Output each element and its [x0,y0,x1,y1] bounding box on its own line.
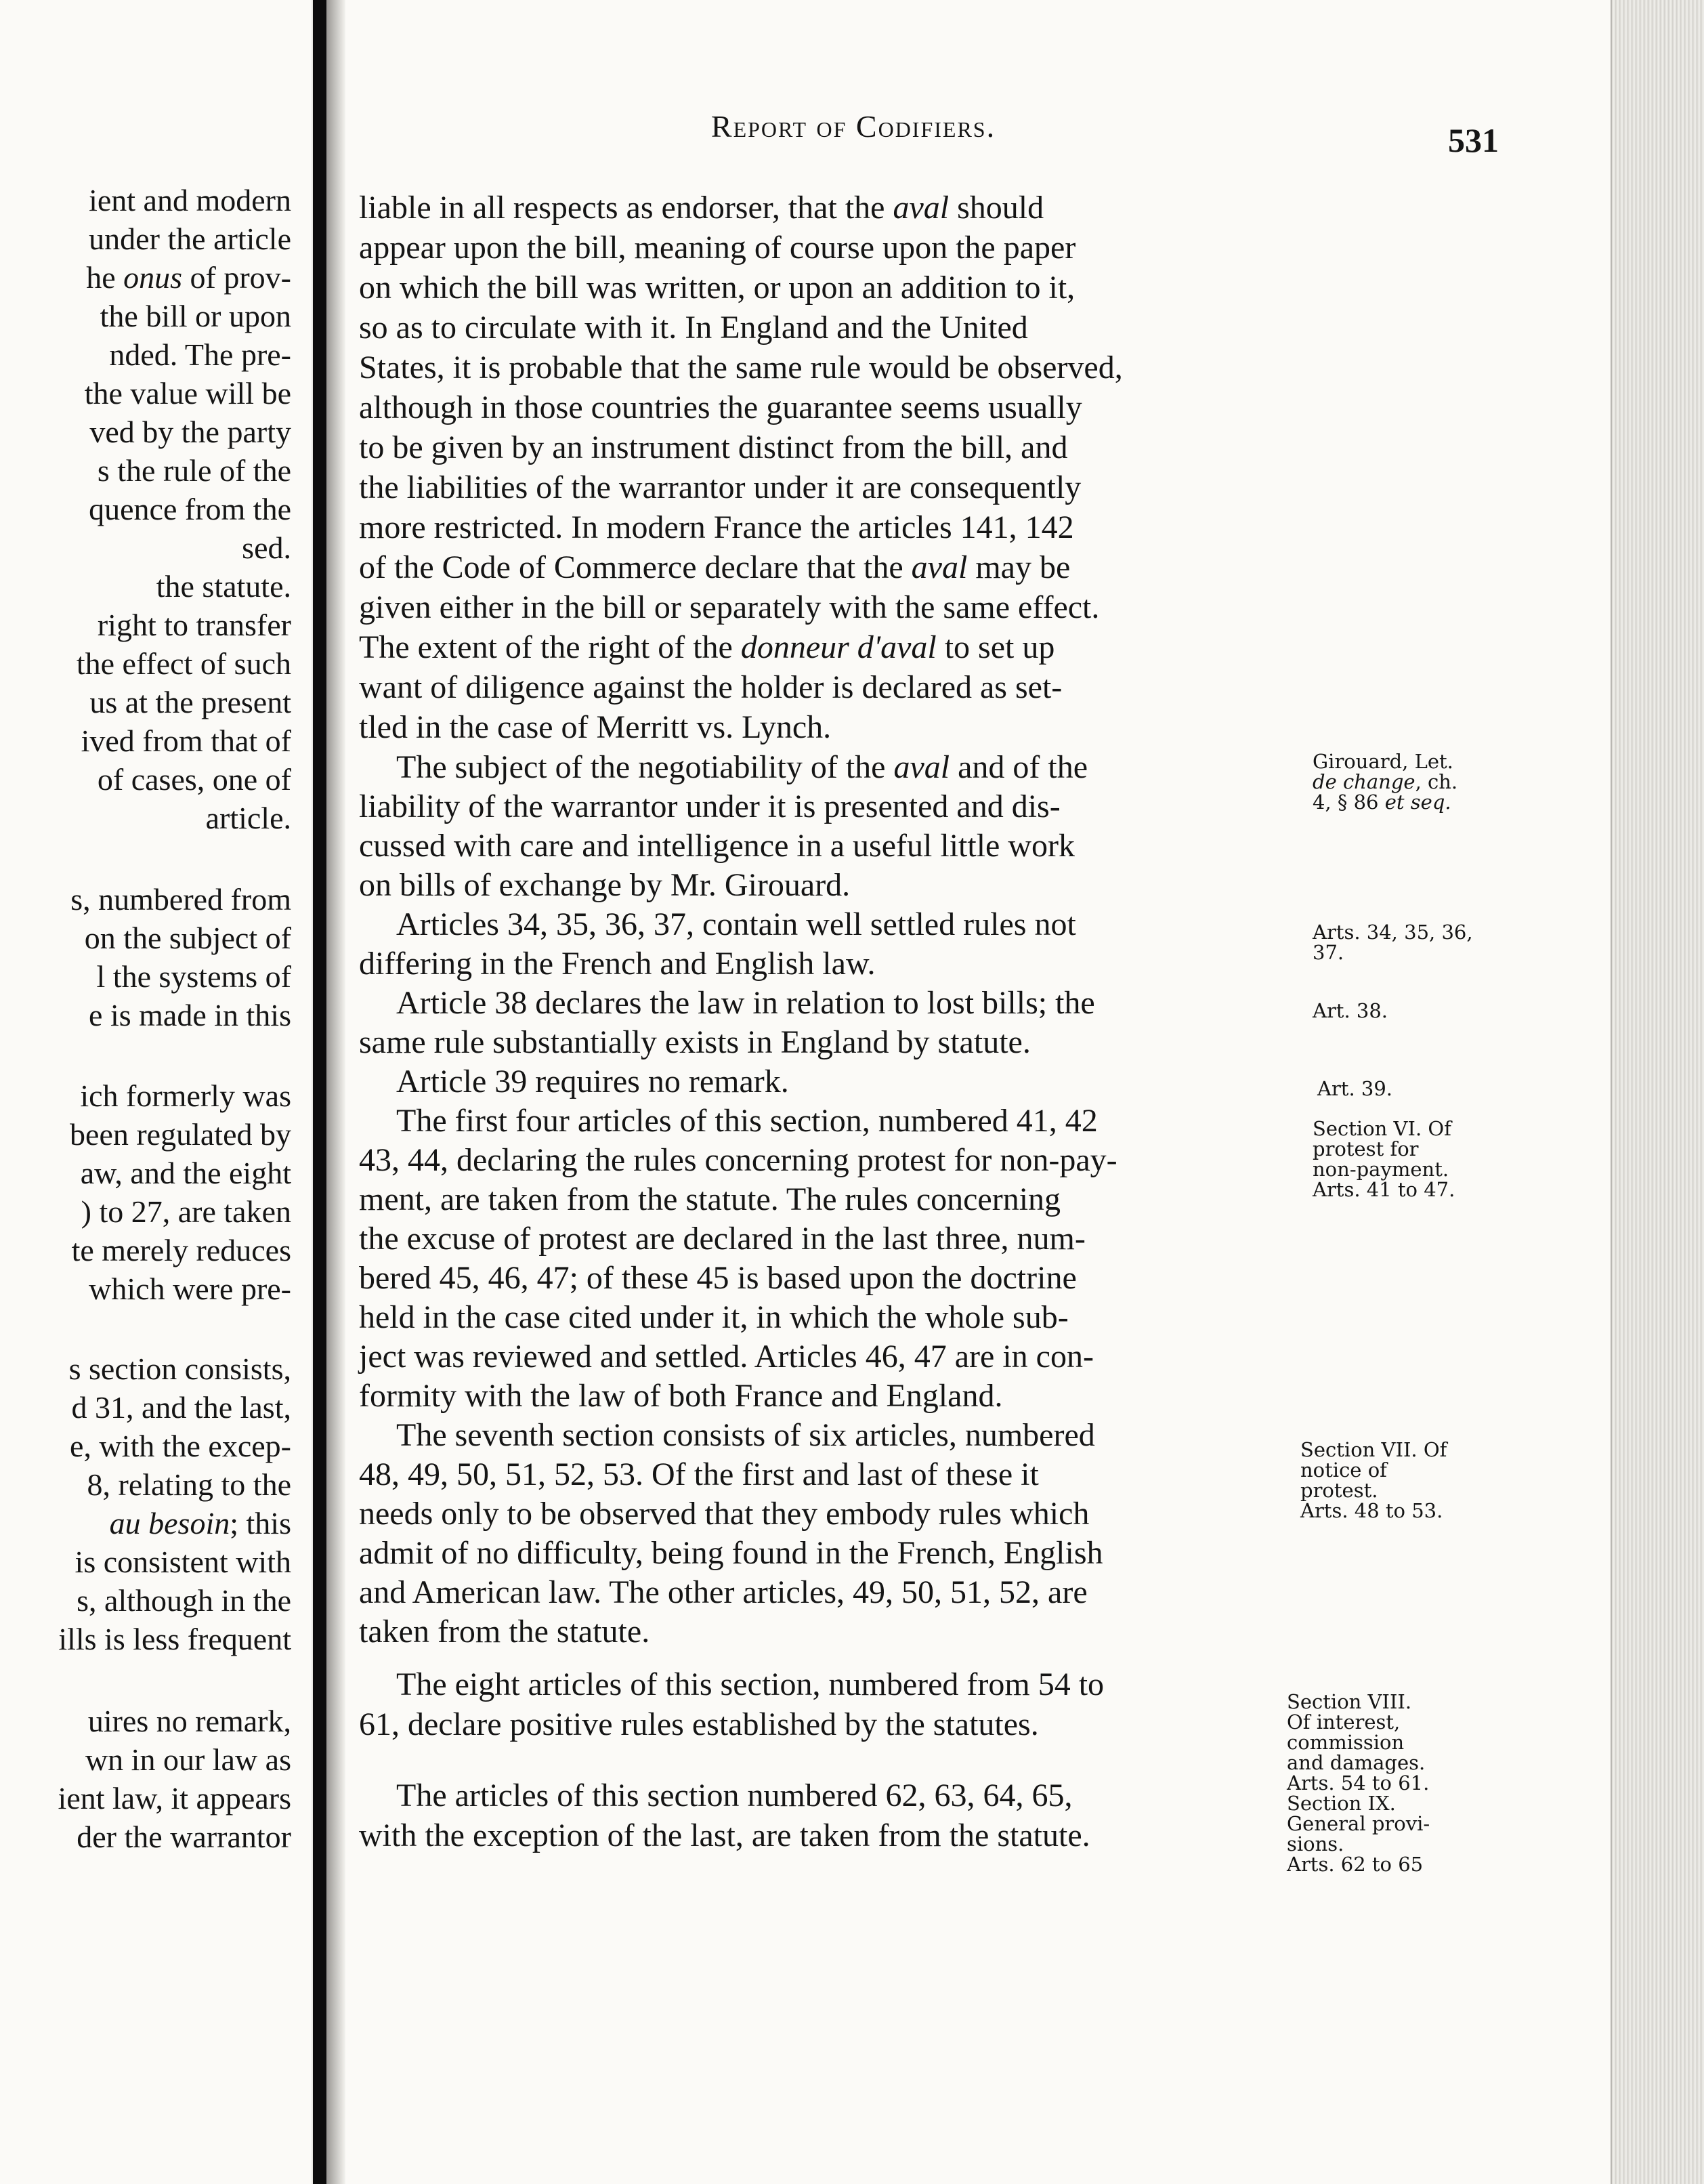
facing-page-line: been regulated by [70,1117,291,1152]
facing-page-line: s the rule of the [97,453,291,488]
body-line: liable in all respects as endorser, that the aval should [359,190,1044,226]
body-line: with the exception of the last, are taken from the statute. [359,1818,1090,1853]
facing-page-line: uires no remark, [87,1704,291,1738]
body-line: formity with the law of both France and England. [359,1378,1003,1414]
facing-page-line: ived from that of [81,723,291,758]
page-edges [1612,0,1704,2184]
body-line: of the Code of Commerce declare that the aval may be [359,549,1071,585]
body-line: 48, 49, 50, 51, 52, 53. Of the first and last of these it [359,1456,1039,1492]
facing-page-line: te merely reduces [71,1233,291,1267]
page-gutter [326,0,345,2184]
facing-page-line: ved by the party [89,415,291,449]
facing-page-line: is consistent with [74,1545,291,1579]
body-line: States, it is probable that the same rule would be observed, [359,350,1123,385]
body-line: liability of the warrantor under it is presented and dis- [359,789,1061,824]
facing-page-line: ich formerly was [80,1078,291,1113]
body-line: ject was reviewed and settled. Articles 46, 47 are in con- [359,1339,1094,1374]
facing-page-line: sed. [242,530,291,565]
body-line: differing in the French and English law. [359,946,876,982]
body-line: 61, declare positive rules established by the statutes. [359,1706,1039,1742]
marginal-note-line: Section VIII. [1287,1690,1412,1713]
marginal-note-line: Arts. 34, 35, 36, [1313,921,1473,944]
body-line: tled in the case of Merritt vs. Lynch. [359,709,832,745]
body-line: so as to circulate with it. In England and the United [359,310,1028,345]
marginal-note-line: Art. 38. [1313,999,1388,1022]
marginal-note-line: notice of [1300,1458,1387,1482]
body-line: ment, are taken from the statute. The rules concerning [359,1181,1061,1217]
body-line: The extent of the right of the donneur d'aval to set up [359,629,1055,665]
facing-page-line: quence from the [89,492,291,526]
facing-page-line: the statute. [156,569,291,604]
body-line: want of diligence against the holder is declared as set- [359,669,1063,705]
body-line: the liabilities of the warrantor under it are consequently [359,469,1082,505]
body-line: Article 38 declares the law in relation to lost bills; the [396,985,1095,1021]
facing-page-line: on the subject of [84,921,291,955]
body-line: The subject of the negotiability of the aval and of the [396,749,1088,785]
facing-page-line: the effect of such [76,646,291,681]
body-line: given either in the bill or separately with the same effect. [359,589,1100,625]
facing-page-line: ) to 27, are taken [81,1194,291,1229]
page-number: 531 [1448,121,1499,159]
marginal-note-line: Section VII. Of [1300,1438,1447,1461]
facing-page-line: ills is less frequent [58,1622,291,1656]
facing-page-line: der the warrantor [77,1820,291,1854]
facing-page-line: which were pre- [89,1272,291,1306]
marginal-note-line: Girouard, Let. [1313,750,1453,773]
marginal-note-line: commission [1287,1731,1405,1754]
body-line: taken from the statute. [359,1614,650,1650]
marginal-note-line: protest for [1313,1137,1419,1160]
marginal-note-line: non-payment. [1313,1158,1449,1181]
body-line: cussed with care and intelligence in a useful little work [359,828,1075,864]
marginal-note-line: 4, § 86 et seq. [1313,791,1451,814]
marginal-note-line: sions. [1287,1832,1344,1855]
facing-page-line: aw, and the eight [80,1156,291,1190]
body-line: Article 39 requires no remark. [396,1064,789,1099]
book-spine [313,0,326,2184]
marginal-note-line: protest. [1300,1479,1378,1502]
body-line: 43, 44, declaring the rules concerning protest for non-pay- [359,1142,1117,1178]
marginal-note-line: Arts. 48 to 53. [1300,1499,1443,1522]
running-title: Report of Codifiers. [710,109,996,144]
body-line: the excuse of protest are declared in the last three, num- [359,1221,1086,1257]
body-line: and American law. The other articles, 49, 50, 51, 52, are [359,1574,1088,1610]
facing-page-line: e is made in this [89,998,291,1032]
marginal-note-line: Section VI. Of [1313,1117,1451,1140]
facing-page-line: of cases, one of [97,762,291,797]
body-line: bered 45, 46, 47; of these 45 is based upon the doctrine [359,1260,1077,1296]
marginal-note-line: Arts. 54 to 61. [1287,1771,1430,1794]
body-line: on which the bill was written, or upon an addition to it, [359,270,1075,306]
facing-page-line: 8, relating to the [87,1467,291,1502]
body-line: admit of no difficulty, being found in the French, English [359,1535,1103,1571]
body-line: held in the case cited under it, in which the whole sub- [359,1299,1069,1335]
marginal-note-line: de change, ch. [1313,770,1458,793]
marginal-note-line: Of interest, [1287,1710,1401,1734]
facing-page-line: s section consists, [68,1351,291,1386]
facing-page-line: ient law, it appears [58,1781,291,1815]
facing-page-line: he onus of prov- [86,260,291,295]
marginal-note-line: Arts. 41 to 47. [1313,1178,1455,1201]
body-line: Articles 34, 35, 36, 37, contain well settled rules not [396,906,1076,942]
body-line: The seventh section consists of six articles, numbered [396,1417,1095,1453]
marginal-note-line: and damages. [1287,1751,1426,1774]
marginal-note-line: 37. [1313,941,1344,964]
marginal-note-line: General provi- [1287,1812,1430,1835]
body-line: needs only to be observed that they embody rules which [359,1496,1090,1532]
marginal-note-line: Section IX. [1287,1792,1396,1815]
body-line: The eight articles of this section, numbered from 54 to [396,1666,1105,1702]
body-line: although in those countries the guarantee seems usually [359,390,1082,425]
body-line: to be given by an instrument distinct from the bill, and [359,429,1068,465]
facing-page-line: e, with the excep- [70,1429,291,1463]
marginal-note-line: Art. 39. [1317,1077,1393,1100]
facing-page [0,0,312,2184]
facing-page-line: us at the present [89,685,291,719]
facing-page-line: under the article [89,222,291,256]
facing-page-line: d 31, and the last, [71,1390,291,1425]
facing-page-line: article. [205,801,291,835]
facing-page-line: nded. The pre- [109,337,291,372]
body-line: appear upon the bill, meaning of course upon the paper [359,230,1076,266]
body-line: on bills of exchange by Mr. Girouard. [359,867,851,903]
marginal-note-line: Arts. 62 to 65 [1287,1853,1424,1876]
body-line: same rule substantially exists in England by statute. [359,1024,1031,1060]
facing-page-line: wn in our law as [85,1742,291,1777]
facing-page-line: right to transfer [97,608,291,642]
body-line: The first four articles of this section, numbered 41, 42 [396,1103,1098,1139]
facing-page-line: l the systems of [96,959,291,994]
body-line: more restricted. In modern France the articles 141, 142 [359,509,1074,545]
body-line: The articles of this section numbered 62, 63, 64, 65, [396,1778,1073,1813]
facing-page-line: s, although in the [77,1583,291,1618]
facing-page-line: the bill or upon [100,299,291,333]
facing-page-line: au besoin; this [109,1506,291,1540]
facing-page-line: s, numbered from [70,882,291,917]
facing-page-line: ient and modern [89,183,291,217]
facing-page-line: the value will be [84,376,291,411]
